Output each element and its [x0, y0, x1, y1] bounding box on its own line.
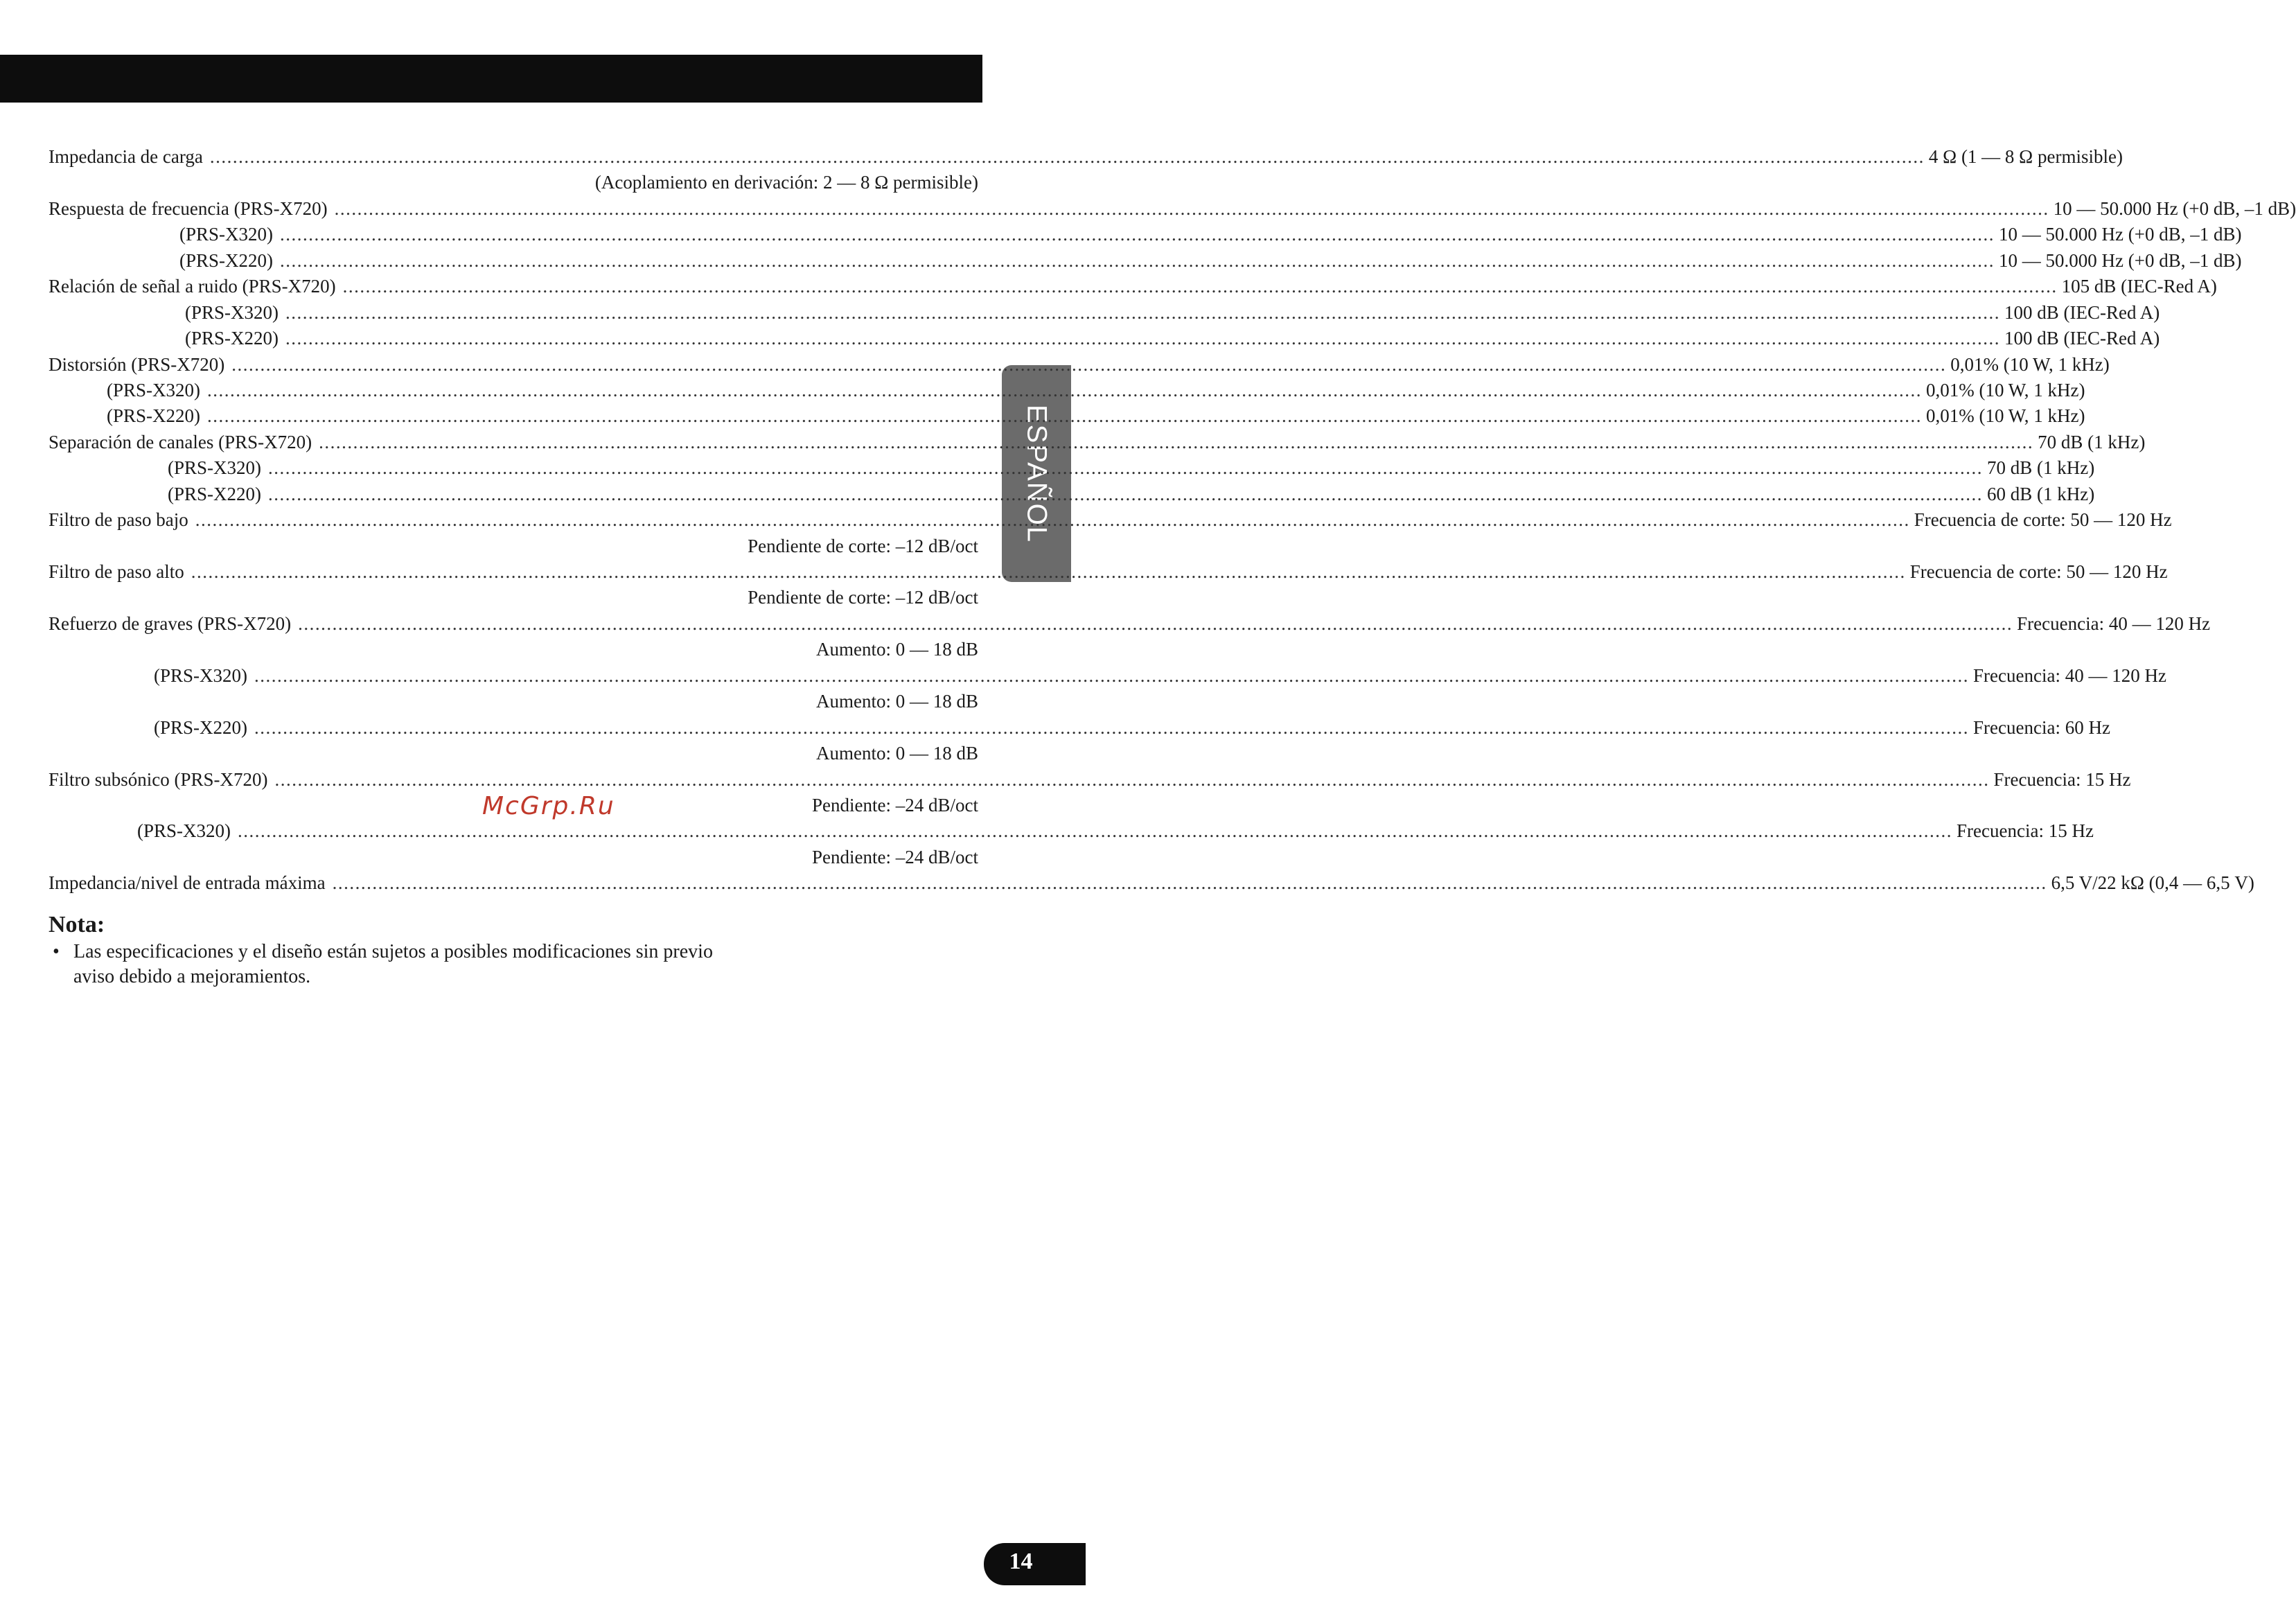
page-number: 14 [1009, 1549, 1033, 1574]
spec-value: Frecuencia de corte: 50 — 120 Hz [1914, 509, 2172, 531]
spec-label: Refuerzo de graves (PRS-X720) [48, 612, 292, 634]
spec-row [48, 222, 2242, 247]
note-line: aviso debido a mejoramientos. [73, 966, 311, 987]
spec-row [48, 637, 978, 662]
spec-row [48, 611, 2211, 637]
dot-leader: ............................................................................................................................................................................................................................................................................................................ [285, 301, 2001, 323]
spec-row [48, 248, 2242, 274]
spec-row [48, 559, 2168, 585]
spec-label: Filtro de paso bajo [48, 509, 188, 531]
spec-row [48, 482, 2095, 507]
spec-row [48, 534, 978, 559]
spec-value: 70 dB (1 kHz) [1987, 457, 2095, 479]
spec-value: 10 — 50.000 Hz (+0 dB, –1 dB) [1999, 224, 2242, 245]
dot-leader: ............................................................................................................................................................................................................................................................................................................ [207, 405, 1923, 427]
page-number-tab [984, 1543, 1086, 1585]
spec-row [48, 845, 978, 870]
dot-leader: ............................................................................................................................................................................................................................................................................................................ [280, 224, 1995, 245]
spec-label: Filtro de paso alto [48, 561, 184, 582]
spec-label: Filtro subsónico (PRS-X720) [48, 768, 268, 790]
dot-leader: ............................................................................................................................................................................................................................................................................................................ [238, 820, 1953, 842]
dot-leader: ............................................................................................................................................................................................................................................................................................................ [231, 353, 1947, 375]
note-item [53, 940, 815, 989]
dot-leader: ............................................................................................................................................................................................................................................................................................................ [268, 483, 1984, 504]
spec-row [48, 689, 978, 714]
spec-label: Distorsión (PRS-X720) [48, 353, 225, 375]
dot-leader: ............................................................................................................................................................................................................................................................................................................ [342, 276, 2058, 297]
spec-value: 0,01% (10 W, 1 kHz) [1950, 353, 2110, 375]
spec-value: 6,5 V/22 kΩ (0,4 — 6,5 V) [2051, 872, 2254, 894]
spec-value: 100 dB (IEC-Red A) [2004, 301, 2160, 323]
spec-value: (Acoplamiento en derivación: 2 — 8 Ω permisible) [594, 172, 978, 193]
spec-row [48, 767, 2131, 793]
dot-leader: ............................................................................................................................................................................................................................................................................................................ [209, 146, 1925, 167]
spec-label: (PRS-X220) [168, 483, 262, 504]
spec-label: Respuesta de frecuencia (PRS-X720) [48, 197, 328, 219]
spec-label: (PRS-X220) [185, 328, 279, 349]
spec-label: Relación de señal a ruido (PRS-X720) [48, 276, 336, 297]
dot-leader: ............................................................................................................................................................................................................................................................................................................ [274, 768, 1990, 790]
spec-row [48, 741, 978, 766]
spec-label: (PRS-X320) [107, 379, 201, 400]
spec-label: (PRS-X320) [168, 457, 262, 479]
spec-value: 0,01% (10 W, 1 kHz) [1926, 379, 2085, 400]
note-text [73, 940, 713, 989]
spec-row [48, 870, 2254, 896]
dot-leader: ............................................................................................................................................................................................................................................................................................................ [195, 509, 1910, 531]
spec-value: Pendiente: –24 dB/oct [812, 846, 978, 867]
spec-value: Aumento: 0 — 18 dB [816, 639, 978, 660]
spec-value: Pendiente: –24 dB/oct [812, 794, 978, 816]
spec-row [48, 144, 2123, 170]
spec-row [48, 818, 2094, 844]
spec-label: (PRS-X320) [154, 664, 248, 686]
dot-leader: ............................................................................................................................................................................................................................................................................................................ [280, 249, 1995, 271]
dot-leader: ............................................................................................................................................................................................................................................................................................................ [254, 716, 1970, 738]
spec-label: Impedancia de carga [48, 146, 203, 167]
spec-label: (PRS-X320) [137, 820, 231, 842]
spec-value: Frecuencia: 40 — 120 Hz [1973, 664, 2166, 686]
dot-leader: ............................................................................................................................................................................................................................................................................................................ [334, 197, 2049, 219]
dot-leader: ............................................................................................................................................................................................................................................................................................................ [268, 457, 1984, 479]
spec-value: Frecuencia: 40 — 120 Hz [2017, 612, 2211, 634]
language-tab-label: ESPAÑOL [1021, 404, 1052, 543]
spec-row [48, 507, 2172, 533]
spec-label: (PRS-X320) [185, 301, 279, 323]
spec-label: (PRS-X220) [107, 405, 201, 427]
bullet-icon: • [53, 941, 60, 962]
spec-row [48, 378, 2085, 403]
dot-leader: ............................................................................................................................................................................................................................................................................................................ [332, 872, 2047, 894]
dot-leader: ............................................................................................................................................................................................................................................................................................................ [285, 328, 2001, 349]
spec-row [48, 196, 2296, 222]
dot-leader: ............................................................................................................................................................................................................................................................................................................ [254, 664, 1970, 686]
spec-value: Frecuencia: 15 Hz [1957, 820, 2094, 842]
spec-value: Aumento: 0 — 18 dB [816, 743, 978, 764]
spec-value: 105 dB (IEC-Red A) [2061, 276, 2217, 297]
spec-value: Pendiente de corte: –12 dB/oct [748, 587, 978, 608]
spec-value: 4 Ω (1 — 8 Ω permisible) [1928, 146, 2123, 167]
spec-value: 10 — 50.000 Hz (+0 dB, –1 dB) [1999, 249, 2242, 271]
dot-leader: ............................................................................................................................................................................................................................................................................................................ [207, 379, 1923, 400]
header-bar [0, 55, 982, 103]
spec-value: 10 — 50.000 Hz (+0 dB, –1 dB) [2053, 197, 2296, 219]
spec-row [48, 352, 2110, 378]
dot-leader: ............................................................................................................................................................................................................................................................................................................ [298, 612, 2013, 634]
spec-row [48, 585, 978, 610]
dot-leader: ............................................................................................................................................................................................................................................................................................................ [319, 431, 2034, 452]
watermark: McGrp.Ru [482, 792, 615, 820]
spec-row [48, 326, 2160, 351]
spec-row [48, 455, 2095, 481]
spec-row [48, 663, 2166, 689]
spec-row [48, 170, 978, 195]
spec-value: 70 dB (1 kHz) [2038, 431, 2146, 452]
spec-value: 0,01% (10 W, 1 kHz) [1926, 405, 2085, 427]
spec-value: Frecuencia de corte: 50 — 120 Hz [1909, 561, 2168, 582]
spec-value: 60 dB (1 kHz) [1987, 483, 2095, 504]
spec-label: Separación de canales (PRS-X720) [48, 431, 312, 452]
spec-value: 100 dB (IEC-Red A) [2004, 328, 2160, 349]
spec-label: Impedancia/nivel de entrada máxima [48, 872, 326, 894]
spec-row [48, 715, 2110, 741]
spec-value: Frecuencia: 60 Hz [1973, 716, 2110, 738]
spec-value: Aumento: 0 — 18 dB [816, 691, 978, 712]
spec-row [48, 300, 2160, 326]
spec-value: Pendiente de corte: –12 dB/oct [748, 535, 978, 556]
note-line: Las especificaciones y el diseño están sujetos a posibles modificaciones sin previo [73, 941, 713, 962]
spec-row [48, 274, 2217, 299]
dot-leader: ............................................................................................................................................................................................................................................................................................................ [191, 561, 1906, 582]
note-heading: Nota: [48, 912, 105, 937]
spec-label: (PRS-X320) [179, 224, 274, 245]
spec-row [48, 403, 2085, 429]
spec-row [48, 430, 2146, 455]
spec-label: (PRS-X220) [179, 249, 274, 271]
spec-value: Frecuencia: 15 Hz [1993, 768, 2131, 790]
spec-label: (PRS-X220) [154, 716, 248, 738]
